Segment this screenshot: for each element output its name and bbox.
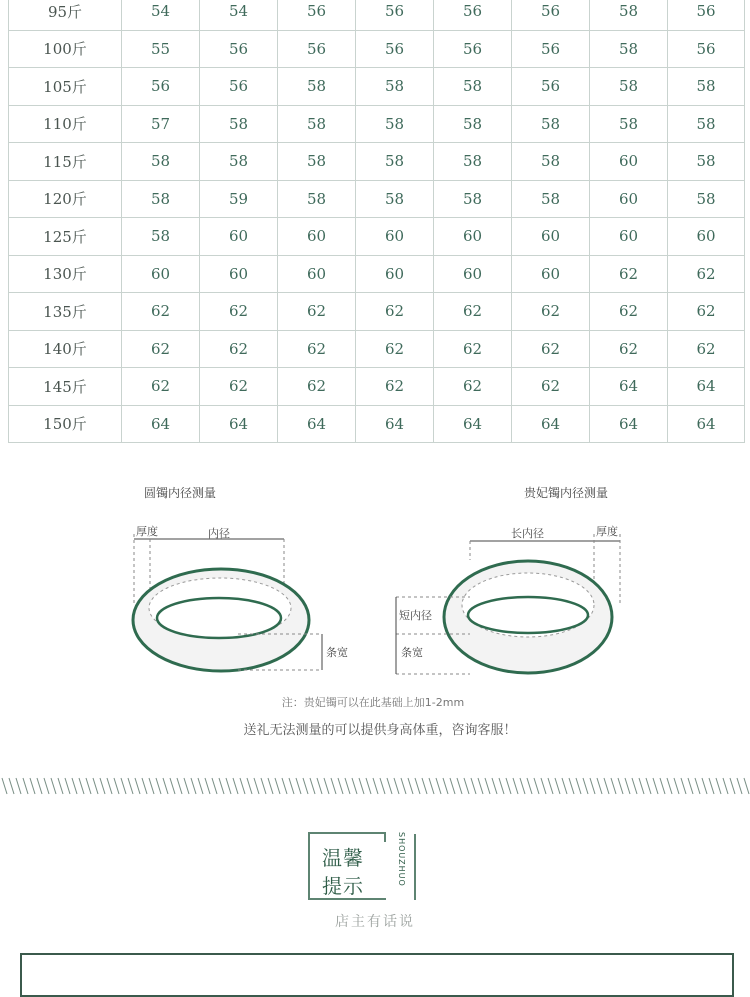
weight-cell: 120斤 (9, 180, 122, 218)
hatch-stroke (674, 778, 679, 794)
table-row (9, 405, 745, 443)
size-cell: 64 (590, 368, 668, 406)
measurement-note: 注：贵妃镯可以在此基础上加1-2mm (281, 696, 465, 709)
table-row (9, 330, 745, 368)
hatch-stroke (590, 778, 595, 794)
size-cell: 60 (434, 255, 512, 293)
size-cell: 64 (590, 405, 668, 443)
hatch-stroke (541, 778, 546, 794)
size-cell: 58 (668, 68, 745, 106)
size-cell: 56 (668, 0, 745, 30)
size-cell: 60 (122, 255, 200, 293)
size-cell: 56 (356, 30, 434, 68)
hatch-stroke (289, 778, 294, 794)
measurement-diagram (0, 470, 750, 760)
size-cell: 64 (278, 405, 356, 443)
size-cell: 56 (356, 0, 434, 30)
size-cell: 62 (434, 330, 512, 368)
table-row (9, 180, 745, 218)
size-cell: 62 (122, 368, 200, 406)
size-cell: 62 (668, 330, 745, 368)
hatch-stroke (688, 778, 693, 794)
hatch-stroke (268, 778, 273, 794)
size-cell: 64 (200, 405, 278, 443)
hatch-stroke (303, 778, 308, 794)
size-cell: 60 (278, 255, 356, 293)
size-cell: 62 (668, 255, 745, 293)
round-inner-label: 内径 (208, 527, 230, 540)
hatch-stroke (527, 778, 532, 794)
size-cell: 64 (434, 405, 512, 443)
hatch-stroke (632, 778, 637, 794)
size-cell: 64 (668, 368, 745, 406)
hatch-stroke (233, 778, 238, 794)
size-cell: 62 (512, 330, 590, 368)
hatch-stroke (296, 778, 301, 794)
hatch-stroke (9, 778, 14, 794)
hatch-stroke (310, 778, 315, 794)
size-cell: 58 (590, 30, 668, 68)
hatch-stroke (520, 778, 525, 794)
hatch-stroke (450, 778, 455, 794)
size-cell: 60 (434, 218, 512, 256)
size-cell: 60 (512, 255, 590, 293)
hatch-stroke (177, 778, 182, 794)
table-row (9, 368, 745, 406)
size-cell: 58 (278, 143, 356, 181)
size-cell: 56 (434, 30, 512, 68)
hatch-stroke (359, 778, 364, 794)
hatch-stroke (429, 778, 434, 794)
hatch-stroke (639, 778, 644, 794)
hatch-stroke (219, 778, 224, 794)
size-cell: 58 (434, 143, 512, 181)
weight-cell: 140斤 (9, 330, 122, 368)
notice-box (20, 953, 734, 997)
hatch-stroke (695, 778, 700, 794)
size-cell: 62 (668, 293, 745, 331)
size-cell: 60 (200, 218, 278, 256)
size-cell: 58 (356, 180, 434, 218)
oval-short-label: 短内径 (399, 609, 432, 622)
size-cell: 56 (278, 30, 356, 68)
oval-width-label: 条宽 (401, 646, 423, 659)
size-cell: 62 (590, 293, 668, 331)
hatch-stroke (506, 778, 511, 794)
hatch-stroke (2, 778, 7, 794)
size-cell: 62 (590, 255, 668, 293)
size-cell: 62 (434, 368, 512, 406)
hatch-stroke (191, 778, 196, 794)
size-cell: 58 (356, 143, 434, 181)
size-cell: 58 (590, 105, 668, 143)
size-cell: 58 (122, 180, 200, 218)
hatch-stroke (716, 778, 721, 794)
hatch-stroke (471, 778, 476, 794)
hatch-stroke (611, 778, 616, 794)
size-cell: 60 (278, 218, 356, 256)
hatch-stroke (387, 778, 392, 794)
size-cell: 58 (434, 180, 512, 218)
hatch-stroke (436, 778, 441, 794)
table-row (9, 218, 745, 256)
size-cell: 62 (434, 293, 512, 331)
warm-tips-heading (302, 830, 424, 904)
tip-side-text: SHOUZHUO (397, 832, 406, 887)
size-cell: 62 (278, 368, 356, 406)
hatch-stroke (247, 778, 252, 794)
size-cell: 58 (278, 105, 356, 143)
hatch-stroke (646, 778, 651, 794)
tip-subtitle: 店主有话说 (335, 914, 415, 930)
hatch-stroke (408, 778, 413, 794)
hatch-stroke (380, 778, 385, 794)
hatch-stroke (394, 778, 399, 794)
size-cell: 58 (122, 143, 200, 181)
table-row (9, 255, 745, 293)
hatch-stroke (205, 778, 210, 794)
hatch-stroke (373, 778, 378, 794)
weight-cell: 105斤 (9, 68, 122, 106)
hatch-stroke (331, 778, 336, 794)
gift-tip: 送礼无法测量的可以提供身高体重，咨询客服！ (243, 723, 517, 738)
hatch-stroke (212, 778, 217, 794)
hatch-stroke (142, 778, 147, 794)
size-cell: 64 (122, 405, 200, 443)
size-cell: 58 (668, 180, 745, 218)
size-cell: 58 (200, 105, 278, 143)
size-cell: 58 (434, 105, 512, 143)
size-cell: 62 (200, 368, 278, 406)
size-cell: 62 (356, 368, 434, 406)
hatch-stroke (114, 778, 119, 794)
size-cell: 54 (122, 0, 200, 30)
hatch-stroke (583, 778, 588, 794)
hatch-stroke (226, 778, 231, 794)
size-cell: 58 (434, 68, 512, 106)
hatch-stroke (51, 778, 56, 794)
size-cell: 58 (278, 180, 356, 218)
size-cell: 62 (122, 293, 200, 331)
size-cell: 62 (356, 330, 434, 368)
size-cell: 60 (200, 255, 278, 293)
tip-title-line2: 提示 (322, 874, 364, 898)
weight-cell: 125斤 (9, 218, 122, 256)
size-cell: 60 (356, 218, 434, 256)
size-cell: 58 (668, 143, 745, 181)
hatch-stroke (44, 778, 49, 794)
table-row (9, 0, 745, 30)
weight-cell: 115斤 (9, 143, 122, 181)
hatch-stroke (569, 778, 574, 794)
size-table (8, 0, 745, 443)
size-cell: 58 (356, 68, 434, 106)
table-row (9, 293, 745, 331)
hatch-stroke (604, 778, 609, 794)
size-cell: 60 (356, 255, 434, 293)
hatch-stroke (499, 778, 504, 794)
size-cell: 60 (590, 143, 668, 181)
hatch-stroke (107, 778, 112, 794)
table-row (9, 68, 745, 106)
size-cell: 58 (356, 105, 434, 143)
size-cell: 58 (122, 218, 200, 256)
size-cell: 58 (668, 105, 745, 143)
size-table-body (9, 0, 745, 443)
hatch-stroke (149, 778, 154, 794)
hatch-stroke (261, 778, 266, 794)
size-cell: 54 (200, 0, 278, 30)
size-cell: 62 (512, 368, 590, 406)
size-cell: 58 (200, 143, 278, 181)
size-cell: 56 (668, 30, 745, 68)
size-cell: 62 (278, 330, 356, 368)
hatch-stroke (730, 778, 735, 794)
hatch-stroke (653, 778, 658, 794)
size-cell: 56 (434, 0, 512, 30)
oval-bangle-icon (444, 561, 612, 673)
hatch-stroke (744, 778, 749, 794)
size-cell: 60 (590, 180, 668, 218)
hatch-stroke (282, 778, 287, 794)
hatch-stroke (198, 778, 203, 794)
hatch-stroke (667, 778, 672, 794)
weight-cell: 95斤 (9, 0, 122, 30)
hatch-divider (0, 774, 750, 798)
size-cell: 62 (590, 330, 668, 368)
hatch-stroke (121, 778, 126, 794)
hatch-stroke (625, 778, 630, 794)
hatch-stroke (30, 778, 35, 794)
hatch-stroke (86, 778, 91, 794)
size-cell: 62 (200, 330, 278, 368)
size-cell: 58 (512, 143, 590, 181)
hatch-stroke (618, 778, 623, 794)
size-cell: 56 (512, 68, 590, 106)
size-cell: 58 (590, 0, 668, 30)
hatch-stroke (534, 778, 539, 794)
hatch-stroke (464, 778, 469, 794)
hatch-stroke (170, 778, 175, 794)
hatch-stroke (415, 778, 420, 794)
hatch-stroke (338, 778, 343, 794)
hatch-stroke (548, 778, 553, 794)
hatch-stroke (79, 778, 84, 794)
hatch-stroke (597, 778, 602, 794)
size-cell: 58 (512, 180, 590, 218)
hatch-stroke (65, 778, 70, 794)
weight-cell: 135斤 (9, 293, 122, 331)
size-cell: 56 (278, 0, 356, 30)
oval-thickness-label: 厚度 (596, 525, 618, 538)
hatch-stroke (401, 778, 406, 794)
size-cell: 62 (278, 293, 356, 331)
size-cell: 55 (122, 30, 200, 68)
hatch-stroke (254, 778, 259, 794)
hatch-stroke (492, 778, 497, 794)
oval-long-label: 长内径 (511, 527, 544, 540)
hatch-stroke (702, 778, 707, 794)
size-cell: 58 (590, 68, 668, 106)
hatch-stroke (135, 778, 140, 794)
size-cell: 62 (122, 330, 200, 368)
hatch-stroke (93, 778, 98, 794)
table-row (9, 30, 745, 68)
size-cell: 64 (668, 405, 745, 443)
hatch-stroke (737, 778, 742, 794)
hatch-stroke (443, 778, 448, 794)
hatch-stroke (478, 778, 483, 794)
size-cell: 57 (122, 105, 200, 143)
hatch-stroke (457, 778, 462, 794)
hatch-stroke (366, 778, 371, 794)
hatch-stroke (555, 778, 560, 794)
hatch-stroke (275, 778, 280, 794)
size-cell: 56 (512, 30, 590, 68)
size-cell: 56 (200, 68, 278, 106)
hatch-stroke (485, 778, 490, 794)
size-cell: 58 (278, 68, 356, 106)
hatch-stroke (58, 778, 63, 794)
weight-cell: 150斤 (9, 405, 122, 443)
hatch-stroke (240, 778, 245, 794)
round-width-label: 条宽 (326, 646, 348, 659)
size-cell: 56 (512, 0, 590, 30)
hatch-stroke (709, 778, 714, 794)
size-cell: 60 (512, 218, 590, 256)
round-thickness-label: 厚度 (136, 525, 158, 538)
size-cell: 62 (356, 293, 434, 331)
hatch-stroke (23, 778, 28, 794)
size-cell: 60 (668, 218, 745, 256)
hatch-stroke (16, 778, 21, 794)
tip-frame-bar (414, 834, 416, 900)
hatch-stroke (513, 778, 518, 794)
round-bangle-icon (133, 569, 309, 671)
hatch-stroke (352, 778, 357, 794)
weight-cell: 130斤 (9, 255, 122, 293)
hatch-stroke (184, 778, 189, 794)
hatch-stroke (317, 778, 322, 794)
hatch-stroke (324, 778, 329, 794)
size-cell: 56 (122, 68, 200, 106)
hatch-stroke (156, 778, 161, 794)
weight-cell: 100斤 (9, 30, 122, 68)
hatch-stroke (100, 778, 105, 794)
hatch-stroke (660, 778, 665, 794)
hatch-stroke (422, 778, 427, 794)
hatch-stroke (723, 778, 728, 794)
table-row (9, 105, 745, 143)
hatch-stroke (128, 778, 133, 794)
oval-bangle-title: 贵妃镯内径测量 (523, 486, 609, 500)
size-cell: 62 (512, 293, 590, 331)
size-cell: 64 (356, 405, 434, 443)
weight-cell: 145斤 (9, 368, 122, 406)
size-cell: 64 (512, 405, 590, 443)
hatch-stroke (72, 778, 77, 794)
size-cell: 59 (200, 180, 278, 218)
hatch-stroke (562, 778, 567, 794)
hatch-stroke (163, 778, 168, 794)
round-bangle-title: 圆镯内径测量 (143, 486, 217, 500)
hatch-stroke (576, 778, 581, 794)
size-cell: 60 (590, 218, 668, 256)
weight-cell: 110斤 (9, 105, 122, 143)
tip-title-line1: 温馨 (322, 846, 364, 870)
table-row (9, 143, 745, 181)
size-cell: 56 (200, 30, 278, 68)
size-cell: 62 (200, 293, 278, 331)
hatch-stroke (37, 778, 42, 794)
hatch-stroke (345, 778, 350, 794)
hatch-stroke (681, 778, 686, 794)
size-cell: 58 (512, 105, 590, 143)
